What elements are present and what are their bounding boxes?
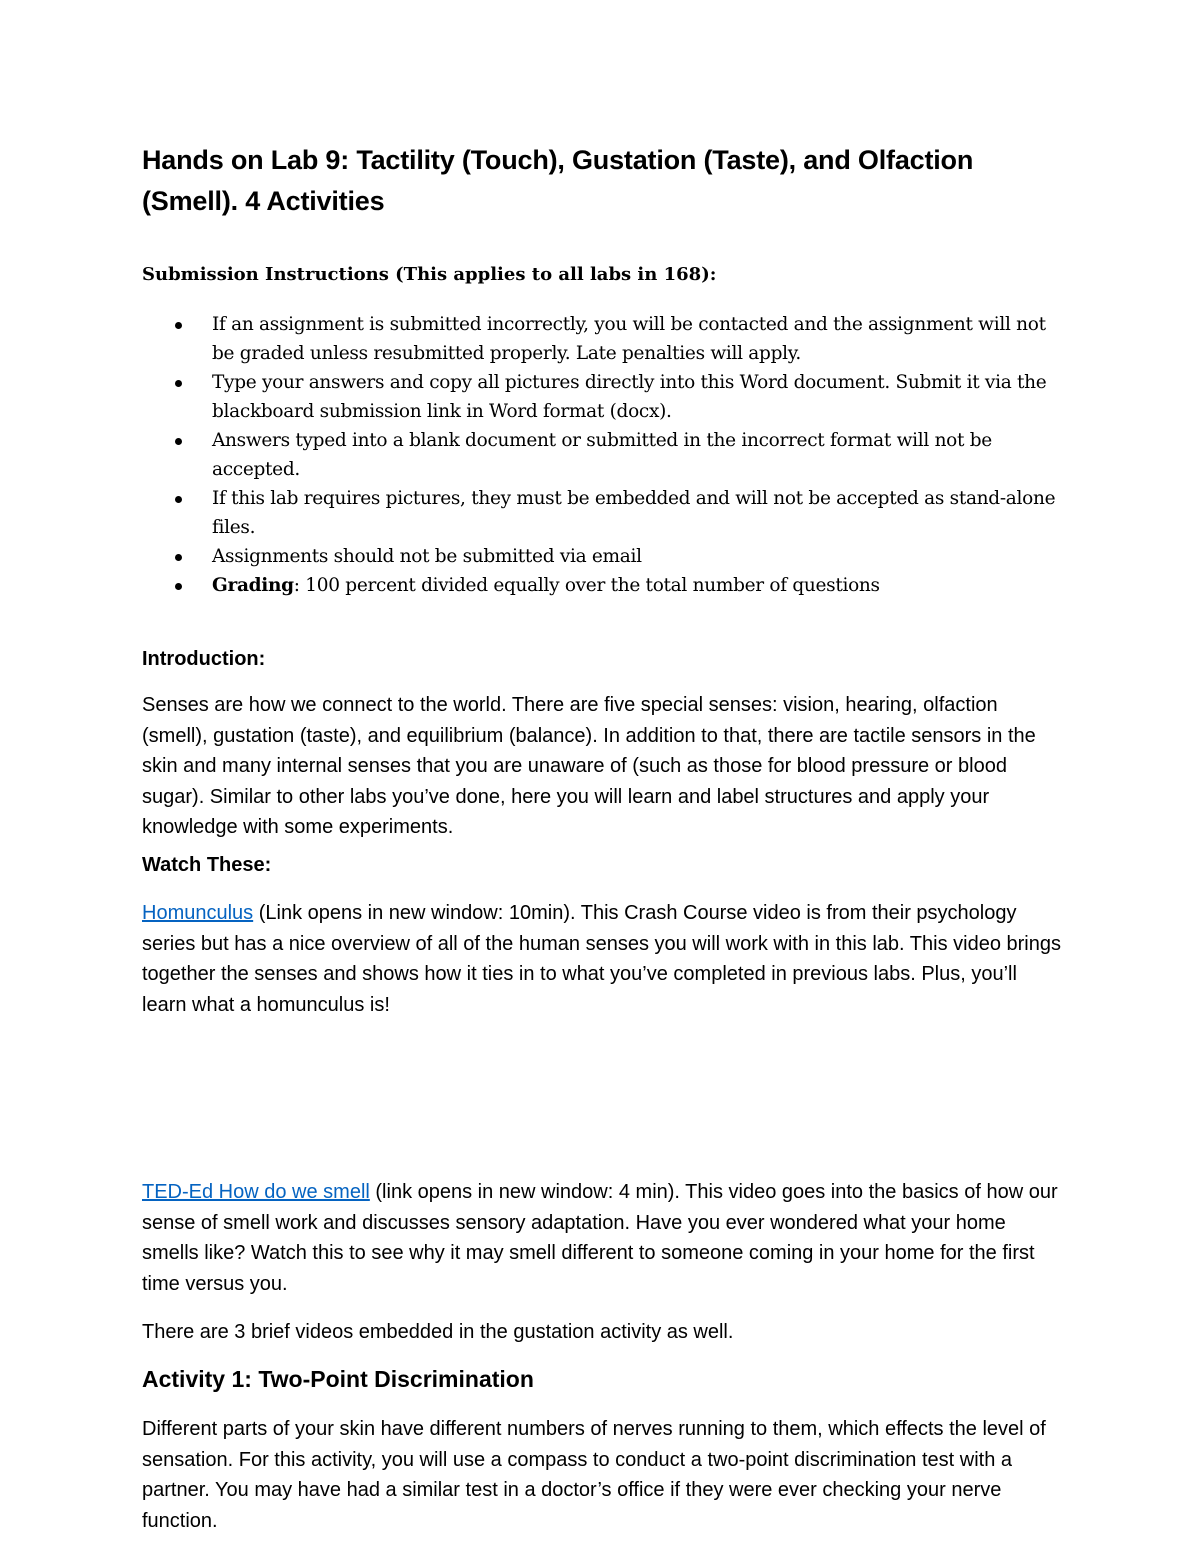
title-line-1: Hands on Lab 9: Tactility (Touch), Gustation (Taste), and Olfaction xyxy=(142,145,974,175)
list-item: Type your answers and copy all pictures directly into this Word document. Submit it via the blackboard submission link in Word format (docx). xyxy=(142,368,1062,426)
activity1-heading: Activity 1: Two-Point Discrimination xyxy=(142,1366,534,1392)
video2-paragraph xyxy=(142,1177,1062,1299)
bullet-icon xyxy=(175,583,182,590)
document-page xyxy=(142,140,1062,1532)
list-item-grading xyxy=(142,571,1062,600)
video1-paragraph xyxy=(142,898,1062,1020)
grading-label: Grading xyxy=(212,575,294,596)
homunculus-link[interactable]: Homunculus xyxy=(142,902,254,924)
list-item: Assignments should not be submitted via email xyxy=(142,542,1062,571)
bullet-icon xyxy=(175,438,182,445)
bullet-icon xyxy=(175,496,182,503)
submission-list xyxy=(142,310,1062,600)
videos-note: There are 3 brief videos embedded in the gustation activity as well. xyxy=(142,1321,734,1343)
document-title xyxy=(142,140,1062,222)
watch-heading: Watch These: xyxy=(142,854,272,876)
introduction-text: Senses are how we connect to the world. There are five special senses: vision, hearing, olfaction (smell), gustation (taste), and equilibrium (balance). In addition to that, there are tactile sensors in the skin and many internal senses that you are unaware of (such as those for blood pressure or blood sugar). Similar to other labs you’ve done, here you will learn and label structures and apply your knowledge with some experiments. xyxy=(142,694,1036,838)
video1-description: (Link opens in new window: 10min). This Crash Course video is from their psychology series but has a nice overview of all of the human senses you will work with in this lab. This video brings together the senses and shows how it ties in to what you’ve completed in previous labs. Plus, you’ll learn what a homunculus is! xyxy=(142,902,1061,1016)
list-item: If this lab requires pictures, they must be embedded and will not be accepted as stand-alone files. xyxy=(142,484,1062,542)
title-line-2: (Smell). 4 Activities xyxy=(142,186,385,216)
bullet-icon xyxy=(175,322,182,329)
video2-description: (link opens in new window: 4 min). This video goes into the basics of how our sense of smell work and discusses sensory adaptation. Have you ever wondered what your home smells like? Watch this to see why it may smell different to someone coming in your home for the first time versus you. xyxy=(142,1181,1058,1295)
ted-ed-link[interactable]: TED-Ed How do we smell xyxy=(142,1181,370,1203)
bullet-icon xyxy=(175,554,182,561)
grading-text: : 100 percent divided equally over the total number of questions xyxy=(293,575,880,596)
bullet-icon xyxy=(175,380,182,387)
list-item: Answers typed into a blank document or submitted in the incorrect format will not be accepted. xyxy=(142,426,1062,484)
activity1-text: Different parts of your skin have different numbers of nerves running to them, which effects the level of sensation. For this activity, you will use a compass to conduct a two-point discrimination test with a partner. You may have had a similar test in a doctor’s office if they were ever checking your nerve function. xyxy=(142,1418,1046,1532)
submission-heading: Submission Instructions (This applies to all labs in 168): xyxy=(142,264,717,285)
introduction-heading: Introduction: xyxy=(142,648,266,670)
list-item: If an assignment is submitted incorrectly, you will be contacted and the assignment will not be graded unless resubmitted properly. Late penalties will apply. xyxy=(142,310,1062,368)
